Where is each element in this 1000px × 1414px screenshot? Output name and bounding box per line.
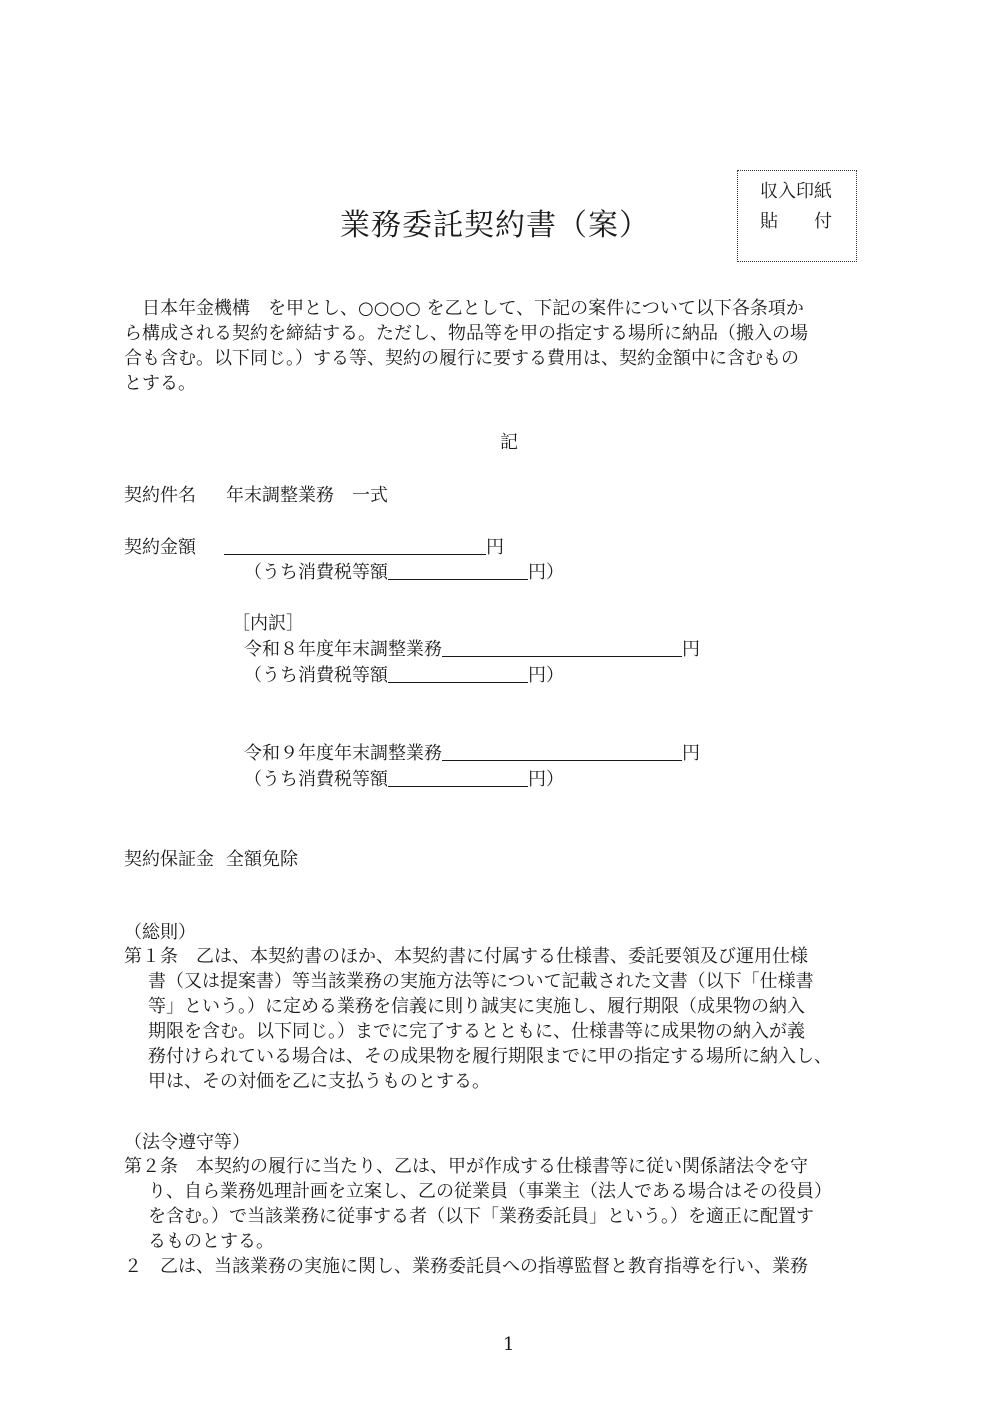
article-line: り、自ら業務処理計画を立案し、乙の従業員（事業主（法人である場合はその役員）: [148, 1181, 832, 1202]
tax-label: （うち消費税等額: [244, 769, 388, 790]
amount-blank-line: [224, 536, 486, 555]
article-line: 第２条 本契約の履行に当たり、乙は、甲が作成する仕様書等に従い関係諸法令を守: [124, 1156, 808, 1177]
ki-heading: 記: [500, 432, 518, 453]
article2-body: [124, 1154, 896, 1279]
tax-close: 円）: [528, 562, 564, 583]
preamble-line: ら構成される契約を締結する。ただし、物品等を甲の指定する場所に納品（搬入の場: [124, 323, 808, 344]
yen-unit: 円: [486, 537, 504, 558]
contract-amount-tax: [244, 558, 564, 584]
page-number: 1: [503, 1334, 515, 1355]
article-line: 甲は、その対価を乙に支払うものとする。: [148, 1071, 490, 1092]
tax-blank-line: [388, 768, 528, 787]
tax-label: （うち消費税等額: [244, 562, 388, 583]
tax-close: 円）: [528, 665, 564, 686]
breakdown-item-r9-tax: [244, 765, 564, 791]
article-line: 期限を含む。以下同じ。）までに完了するとともに、仕様書等に成果物の納入が義: [148, 1021, 805, 1042]
breakdown-item-r8-tax: [244, 661, 564, 687]
breakdown-item-name: 令和８年度年末調整業務: [244, 639, 442, 660]
stamp-label-line1: 収入印紙: [760, 181, 832, 202]
article-line: 等」という。）に定める業務を信義に則り誠実に実施し、履行期限（成果物の納入: [148, 996, 805, 1017]
tax-blank-line: [388, 561, 528, 580]
yen-unit: 円: [682, 639, 700, 660]
breakdown-item-r9: [244, 739, 700, 765]
article-line: 第１条 乙は、本契約書のほか、本契約書に付属する仕様書、委託要領及び運用仕様: [124, 946, 808, 967]
deposit-label: 契約保証金: [124, 849, 214, 870]
preamble: [124, 296, 808, 396]
revenue-stamp-box: [737, 170, 857, 262]
breakdown-label: ［内訳］: [232, 613, 304, 634]
breakdown-item-name: 令和９年度年末調整業務: [244, 743, 442, 764]
amount-blank-line: [442, 638, 682, 657]
contract-amount-label: 契約金額: [124, 537, 196, 558]
article1-body: [124, 944, 896, 1094]
contract-amount-field: [224, 533, 504, 559]
preamble-line: とする。: [124, 373, 196, 394]
tax-blank-line: [388, 664, 528, 683]
tax-label: （うち消費税等額: [244, 665, 388, 686]
article-line: るものとする。: [148, 1231, 274, 1252]
amount-blank-line: [442, 742, 682, 761]
article-line: 務付けられている場合は、その成果物を履行期限までに甲の指定する場所に納入し、: [148, 1046, 832, 1067]
article2-heading: （法令遵守等）: [124, 1132, 250, 1153]
contract-name-label: 契約件名: [124, 485, 196, 506]
document-title: 業務委託契約書（案）: [340, 208, 650, 243]
tax-close: 円）: [528, 769, 564, 790]
yen-unit: 円: [682, 743, 700, 764]
breakdown-item-r8: [244, 635, 700, 661]
article-paragraph-2: ２ 乙は、当該業務の実施に関し、業務委託員への指導監督と教育指導を行い、業務: [124, 1256, 808, 1277]
stamp-label-line2: 貼 付: [760, 211, 832, 232]
contract-name-value: 年末調整業務 一式: [226, 485, 388, 506]
preamble-line: 日本年金機構 を甲とし、○○○○ を乙として、下記の案件について以下各条項か: [124, 298, 804, 319]
article1-heading: （総則）: [124, 922, 196, 943]
article-line: 書（又は提案書）等当該業務の実施方法等について記載された文書（以下「仕様書: [148, 971, 814, 992]
preamble-line: 合も含む。以下同じ。）する等、契約の履行に要する費用は、契約金額中に含むもの: [124, 348, 799, 369]
deposit-value: 全額免除: [226, 849, 298, 870]
article-line: を含む。）で当該業務に従事する者（以下「業務委託員」という。）を適正に配置す: [148, 1206, 814, 1227]
